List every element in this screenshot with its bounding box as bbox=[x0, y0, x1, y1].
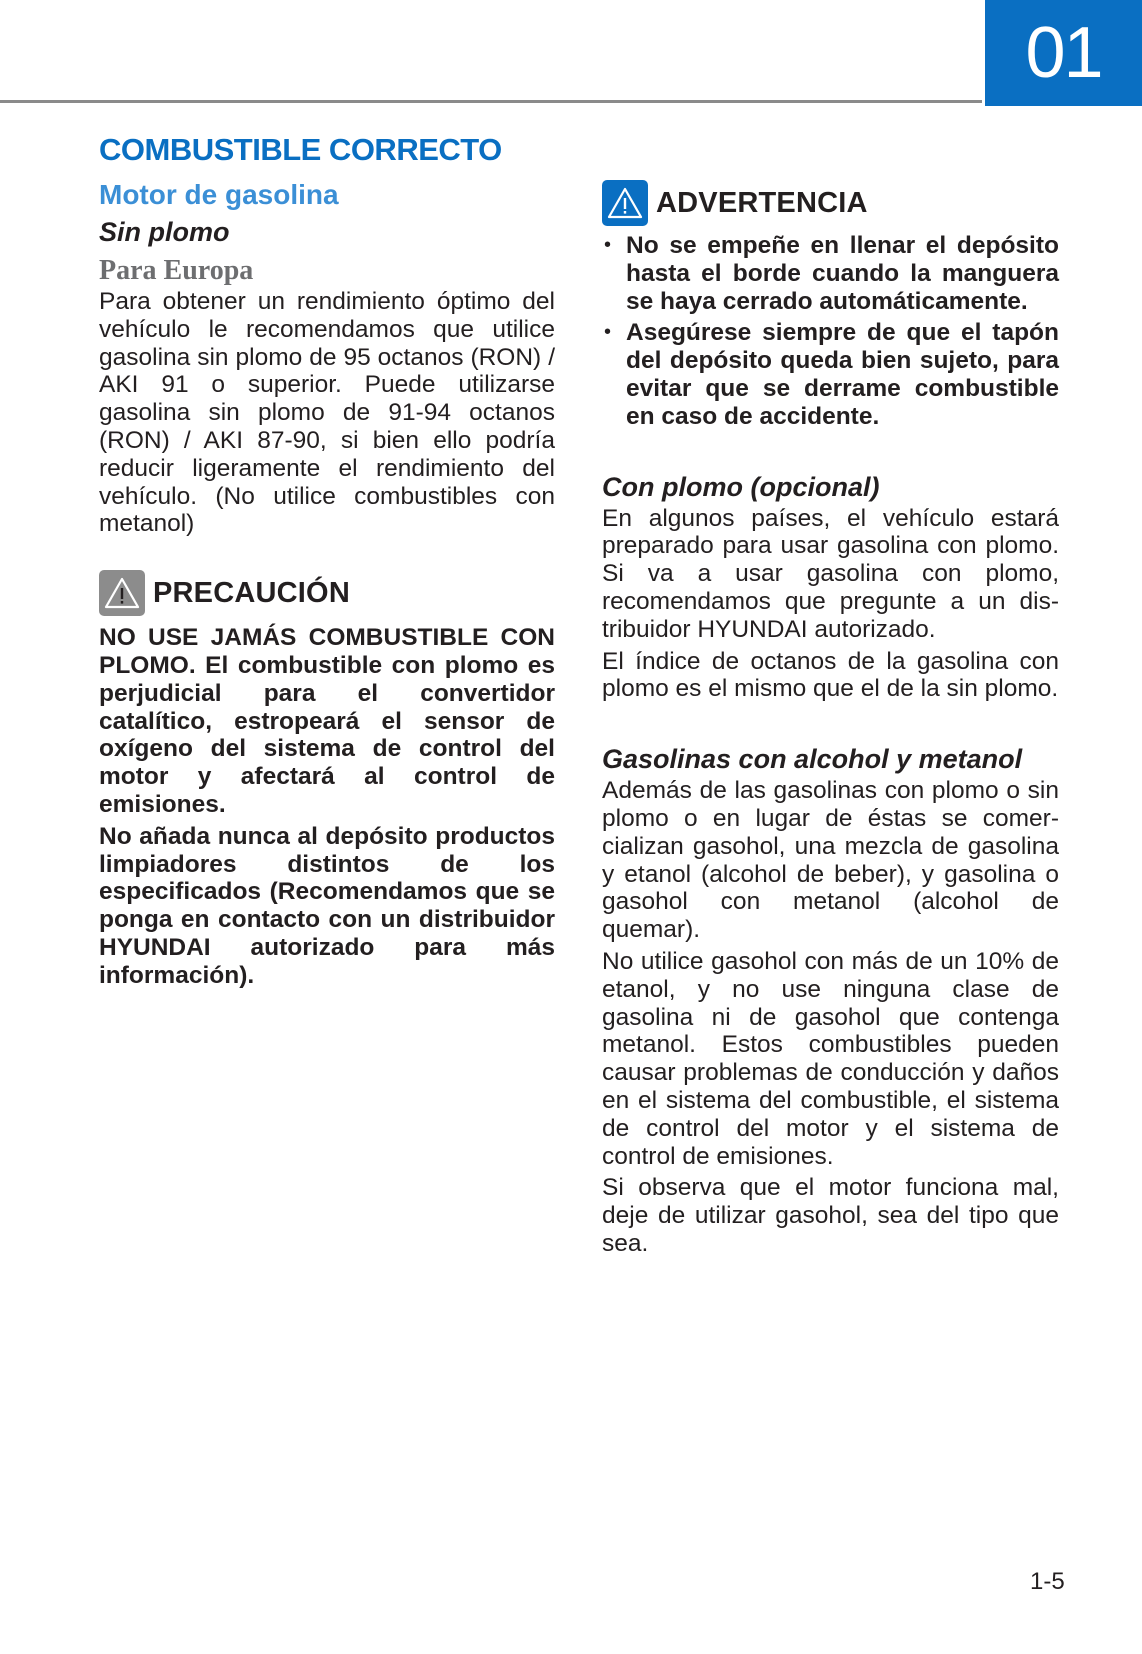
caution-header bbox=[99, 568, 555, 618]
alcohol-paragraph: No utilice gasohol con más de un 10% de etanol, y no use ninguna clase de gasolina ni de gasohol que contenga metanol. Estos combustibles pueden causar problemas de conducción y daños en el sistema del combustible, el sistema de control del motor y el sistema de control de emisiones. bbox=[602, 947, 1059, 1170]
leaded-heading: Con plomo (opcional) bbox=[602, 471, 880, 502]
caution-paragraph: NO USE JAMÁS COMBUSTIBLE CON PLOMO. El combustible con plomo es perjudicial para el convertidor catalítico, estropeará el sensor de oxígeno del sistema de control del motor y afectará al control de emisiones. bbox=[99, 624, 555, 818]
leaded-paragraph: El índice de octanos de la gasolina con plomo es el mismo que el de la sin plomo. bbox=[602, 647, 1059, 703]
section-title: COMBUSTIBLE CORRECTO bbox=[99, 132, 502, 167]
warning-triangle-icon bbox=[99, 570, 145, 616]
page-number: 1-5 bbox=[1030, 1568, 1065, 1595]
alcohol-paragraph: Si observa que el motor funciona mal, deje de utilizar gasohol, sea del tipo que sea. bbox=[602, 1174, 1059, 1257]
caution-paragraph: No añada nunca al depósito productos limpiadores distintos de los especificados (Recomendamos que se ponga en contacto con un distribuidor HYUNDAI autorizado para más información). bbox=[99, 822, 555, 989]
alcohol-paragraph: Además de las gasolinas con plomo o sin plomo o en lugar de éstas se comercializan gasohol, una mezcla de gasolina y etanol (alcohol de beber), y gasolina o gasohol con metanol (alcohol de quemar). bbox=[602, 777, 1059, 944]
list-item: • Asegúrese siempre de que el tapón del depósito queda bien sujeto, para evitar que se derrame combustible en caso de accidente. bbox=[602, 319, 1059, 430]
warning-triangle-icon bbox=[602, 180, 648, 226]
alcohol-heading: Gasolinas con alcohol y metanol bbox=[602, 744, 1023, 775]
section-subtitle: Motor de gasolina bbox=[99, 179, 339, 210]
left-column bbox=[99, 130, 555, 990]
caution-title: PRECAUCIÓN bbox=[153, 576, 350, 609]
warning-title: ADVERTENCIA bbox=[656, 186, 868, 219]
warning-list bbox=[602, 232, 1059, 431]
warning-header bbox=[602, 178, 1059, 228]
region-heading: Para Europa bbox=[99, 255, 254, 286]
right-column bbox=[602, 178, 1059, 1258]
chapter-tab: 01 bbox=[985, 0, 1142, 106]
header-rule bbox=[0, 100, 982, 103]
leaded-paragraph: En algunos países, el vehículo estará preparado para usar gasolina con plomo. Si va a usar gasolina con plomo, recomendamos que pregunte a un distribuidor HYUNDAI autorizado. bbox=[602, 504, 1059, 643]
unleaded-heading: Sin plomo bbox=[99, 217, 230, 247]
list-item: • No se empeñe en llenar el depósito hasta el borde cuando la manguera se haya cerrado automáticamente. bbox=[602, 232, 1059, 315]
unleaded-paragraph: Para obtener un rendimiento óptimo del vehículo le recomendamos que utilice gasolina sin plomo de 95 octanos (RON) / AKI 91 o superior. Puede utilizarse gasolina sin plomo de 91-94 octanos (RON) / AKI 87-90, si bien ello podría reducir ligeramente el rendimiento del vehículo. (No utilice combustibles con metanol) bbox=[99, 288, 555, 538]
